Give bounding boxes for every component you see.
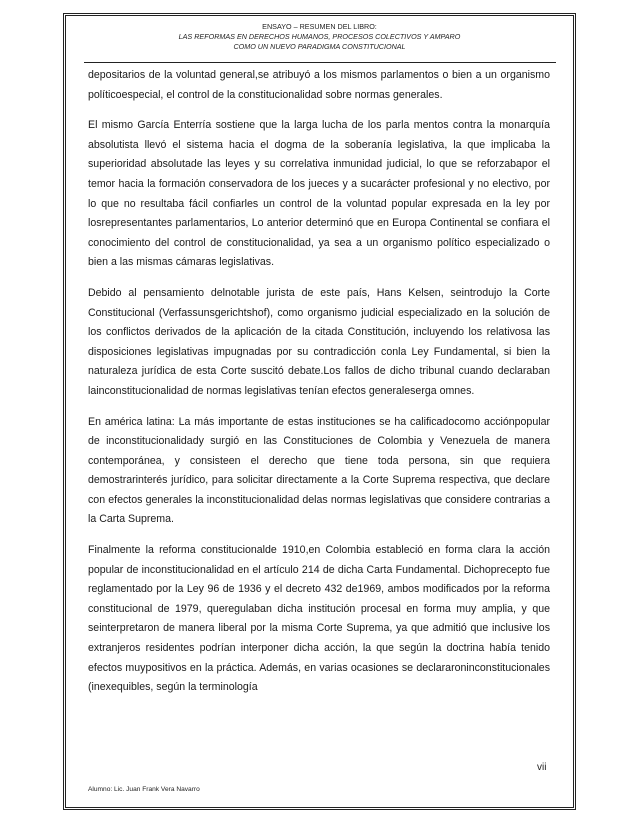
page-header — [63, 22, 576, 52]
page-number: vii — [537, 762, 547, 773]
paragraph-5: Finalmente la reforma constitucionalde 1910,en Colombia estableció en forma clara la acción popular de inconstitucionalidad en el artículo 214 de dicha Carta Fundamental. Dichoprecepto fue reglamentado por la Ley 96 de 1936 y el decreto 432 de1969, ambos modificados por la reforma constitucional de 1979, queregulaban dicha institución procesal en forma muy amplia, y que seinterpretaron de manera liberal por la misma Corte Suprema, ya que admitió que inclusive los extranjeros residentes podrían interponer dicha acción, la que según la doctrina había tenido efectos muypositivos en la práctica. Además, en varias ocasiones se declararoninconstitucionales (inexequibles, según la terminología — [88, 544, 550, 694]
paragraph-4: En américa latina: La más importante de estas instituciones se ha calificadocomo acciónpopular de inconstitucionalidady surgió en las Constituciones de Colombia y Venezuela de manera contemporánea, y consisteen el derecho que tiene toda persona, sin que requiera demostrarinterés jurídico, para solicitar directamente a la Corte Suprema respectiva, que declare con efectos generales la inconstitucionalidad delas normas legislativas que considere contrarias a la Carta Suprema. — [88, 415, 550, 526]
paragraph-1: depositarios de la voluntad general,se atribuyó a los mismos parlamentos o bien a un organismo políticoespecial, el control de la constitucionalidad sobre normas generales. — [88, 69, 550, 101]
paragraph-3: Debido al pensamiento delnotable jurista de este país, Hans Kelsen, seintrodujo la Corte Constitucional (Verfassunsgerichtshof), como organismo judicial especializado en la solución de los conflictos derivados de la aplicación de la citada Constitución, incluyendo los relativosa las disposiciones legislativas impugnadas por su contradicción conla Ley Fundamental, si bien la naturaleza jurídica de esta Corte suscitó debate.Los fallos de dicho tribunal cuando declaraban lainconstitucionalidad de normas legislativas tenían efectos generaleserga omnes. — [88, 286, 550, 397]
document-body — [88, 66, 550, 709]
header-subtitle: LAS REFORMAS EN DERECHOS HUMANOS, PROCESOS COLECTIVOS Y AMPARO — [178, 32, 461, 41]
paragraph-2: El mismo García Enterría sostiene que la larga lucha de los parla mentos contra la monarquía absolutista llevó el sistema hacia el dogma de la soberanía legislativa, la que implicaba la superioridad absolutade las leyes y su correlativa inmunidad judicial, lo que se reforzabapor el temor hacia la formación conservadora de los jueces y a sucarácter profesional y no electivo, por lo que no resultaba fácil confiarles un control de la voluntad popular expresada en la ley por losrepresentantes parlamentarios, Lo anterior determinó que en Europa Continental se confiara el conocimiento del control de constitucionalidad, ya sea a un organismo político especializado o bien a las mismas cámaras legislativas. — [88, 119, 550, 269]
footer-author: Alumno: Lic. Juan Frank Vera Navarro — [88, 786, 200, 793]
header-subtitle-2: COMO UN NUEVO PARADIGMA CONSTITUCIONAL — [233, 42, 406, 51]
header-title: ENSAYO – RESUMEN DEL LIBRO: — [262, 22, 377, 31]
header-divider — [84, 62, 556, 63]
